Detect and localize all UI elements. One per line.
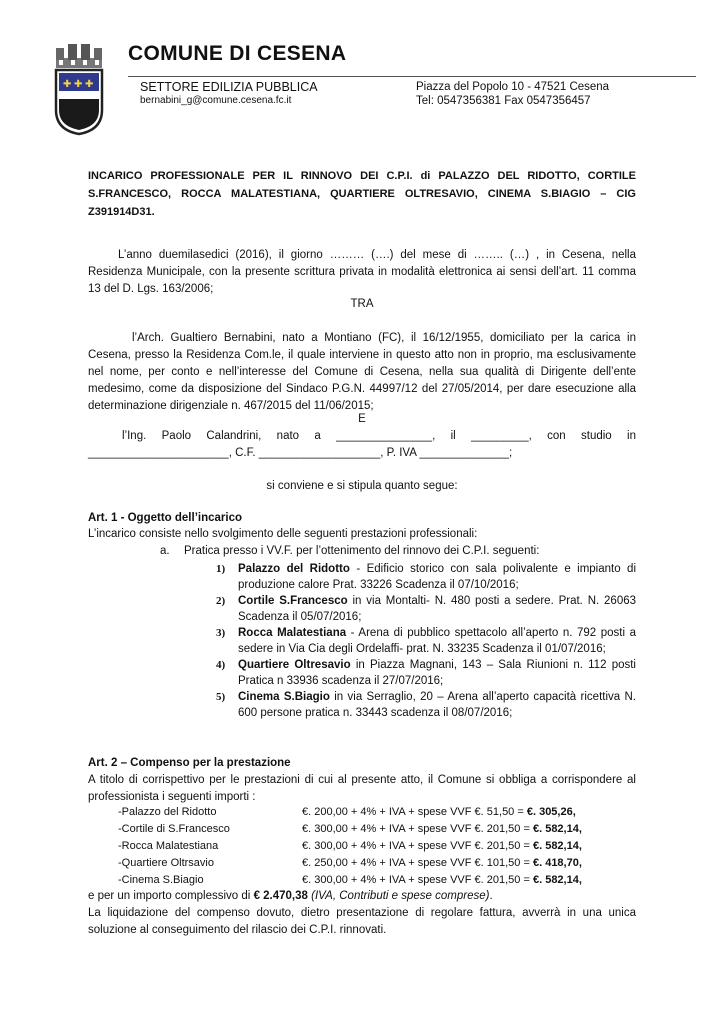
sector-name: SETTORE EDILIZIA PUBBLICA [140, 80, 318, 94]
contact-address-block [416, 80, 609, 108]
payment-terms: La liquidazione del compenso dovuto, dietro presentazione di regolare fattura, avverrà in una unica soluzione al conseguimento del rilascio dei C.P.I. rinnovati. [88, 907, 636, 936]
party-two-line-two: ______________________, C.F. ___________________, P. IVA ______________; [88, 447, 513, 459]
article-one-text: L’incarico consiste nello svolgimento delle seguenti prestazioni professionali: [88, 528, 478, 540]
article-two-heading: Art. 2 – Compenso per la prestazione [88, 757, 291, 769]
article-two-text: A titolo di corrispettivo per le prestazioni di cui al presente atto, il Comune si obbliga a corrispondere al professionista i seguenti importi : [88, 774, 636, 803]
header-divider [128, 76, 696, 77]
article-one-subitem-text: Pratica presso i VV.F. per l’ottenimento del rinnovo dei C.P.I. seguenti: [184, 545, 540, 557]
cpi-building-list [216, 561, 636, 721]
list-item: 3) Rocca Malatestiana - Arena di pubblico spettacolo all’aperto n. 792 posti a sedere in Via Cia degli Ordelaffi- prat. N. 33235 Scadenza il 01/07/2016; [216, 627, 636, 655]
party-one-paragraph: l’Arch. Gualtiero Bernabini, nato a Montiano (FC), il 16/12/1955, domiciliato per la carica in Cesena, presso la Residenza Com.le, il quale interviene in questo atto non in proprio, ma esclusivamente nel nome, per conto e nell’interesse del Comune di Cesena, nella sua qualità di Dirigente dell’ente medesimo, come da disposizione del Sindaco P.G.N. 44997/12 del 27/05/2014, per dare esecuzione alla determinazione dirigenziale n. 467/2015 del 11/06/2015; [88, 332, 636, 412]
intro-paragraph: L’anno duemilasedici (2016), il giorno ……… (….) del mese di …….. (…) , in Cesena, nella Residenza Municipale, con la presente scrittura privata in modalità elettronica ai sensi dell’art. 11 comma 13 del D. Lgs. 163/2006; [88, 249, 636, 295]
list-item: 1) Palazzo del Ridotto - Edificio storico con sala polivalente e impianto di produzione calore Prat. 33226 Scadenza il 07/10/2016; [216, 563, 637, 591]
list-item: 5) Cinema S.Biagio in via Serraglio, 20 – Arena all’aperto capacità ricettiva N. 600 persone pratica n. 33443 scadenza il 08/07/2016; [216, 691, 636, 719]
municipality-title: COMUNE DI CESENA [128, 42, 347, 65]
total-amount-line: e per un importo complessivo di € 2.470,38 (IVA, Contributi e spese comprese). [88, 890, 493, 902]
tra-label: TRA [350, 298, 374, 310]
svg-text:✚: ✚ [63, 79, 72, 90]
list-item: 2) Cortile S.Francesco in via Montalti- N. 480 posti a sedere. Prat. N. 26063 Scadenza il 05/07/2016; [216, 595, 637, 623]
agreement-line: si conviene e si stipula quanto segue: [266, 480, 458, 492]
city-crest-logo [50, 40, 108, 136]
fee-table [118, 806, 582, 891]
svg-text:✚: ✚ [85, 79, 94, 90]
document-title: INCARICO PROFESSIONALE PER IL RINNOVO DEI C.P.I. di PALAZZO DEL RIDOTTO, CORTILE S.FRANCESCO, ROCCA MALATESTIANA, QUARTIERE OLTRESAVIO, CINEMA S.BIAGIO – CIG Z391914D31. [88, 170, 636, 218]
table-row: -Rocca Malatestiana €. 300,00 + 4% + IVA + spese VVF €. 201,50 = €. 582,14, [118, 840, 582, 852]
table-row: -Palazzo del Ridotto €. 200,00 + 4% + IVA + spese VVF €. 51,50 = €. 305,26, [118, 806, 576, 818]
svg-text:✚: ✚ [74, 79, 83, 90]
table-row: -Quartiere Oltrsavio €. 250,00 + 4% + IVA + spese VVF €. 101,50 = €. 418,70, [118, 857, 582, 869]
table-row: -Cinema S.Biagio €. 300,00 + 4% + IVA + spese VVF €. 201,50 = €. 582,14, [118, 874, 582, 886]
phone-line: Tel: 0547356381 Fax 0547356457 [416, 95, 591, 107]
list-item: 4) Quartiere Oltresavio in Piazza Magnani, 143 – Sala Riunioni n. 112 posti Pratica n 33936 scadenza il 27/07/2016; [216, 659, 636, 687]
address-line: Piazza del Popolo 10 - 47521 Cesena [416, 81, 610, 93]
table-row: -Cortile di S.Francesco €. 300,00 + 4% + IVA + spese VVF €. 201,50 = €. 582,14, [118, 823, 582, 835]
article-one-subitem-marker: a. [160, 545, 170, 557]
party-two-line-one: l’Ing. Paolo Calandrini, nato a _______________, il _________, con studio in [122, 430, 636, 442]
article-one-heading: Art. 1 - Oggetto dell’incarico [88, 512, 242, 524]
total-amount: € 2.470,38 [253, 890, 308, 902]
e-label: E [358, 413, 366, 425]
contact-email: bernabini_g@comune.cesena.fc.it [140, 95, 292, 106]
